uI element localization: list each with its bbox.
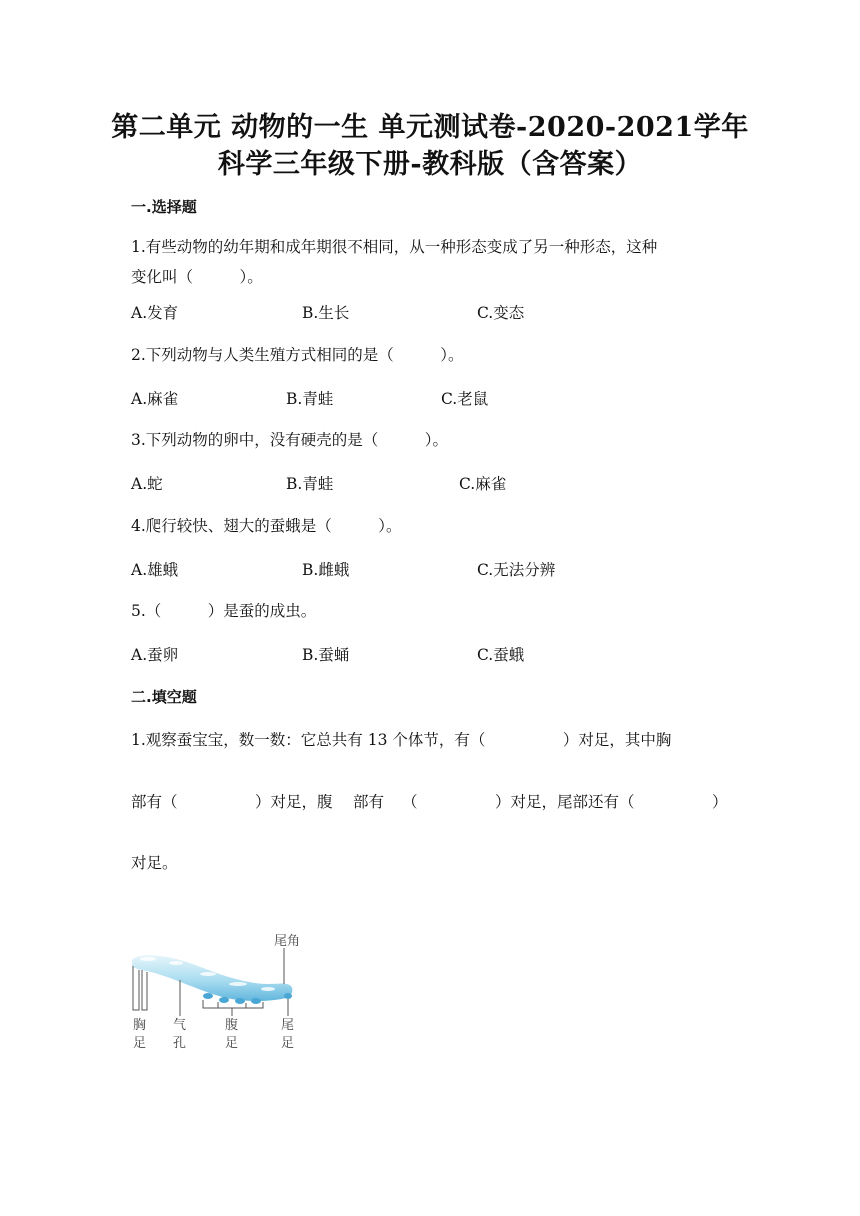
fill-question-1-line-2c: （ ）对足，尾部还有（ ） (402, 793, 728, 811)
question-3 (131, 425, 448, 455)
option-c: C.老鼠 (441, 390, 489, 408)
option-a: A.蛇 (131, 475, 163, 493)
fill-question-1-line-2a: 部有（ ）对足，腹 (131, 793, 333, 811)
question-5-options (131, 643, 731, 665)
label-prolegs-1: 腹 (225, 1018, 239, 1033)
question-2-line-1: 2.下列动物与人类生殖方式相同的是（ ）。 (131, 346, 464, 364)
label-prolegs-2: 足 (225, 1036, 239, 1051)
section-heading-choice: 一.选择题 (131, 198, 197, 216)
silkworm-body (132, 955, 292, 1001)
silkworm-diagram (128, 926, 308, 1056)
option-a: A.发育 (131, 304, 179, 322)
question-4-options (131, 558, 731, 580)
fill-question-1-line-3: 对足。 (131, 854, 178, 872)
question-1-line-2: 变化叫（ ）。 (131, 268, 263, 286)
label-thoracic-legs-2: 足 (133, 1036, 147, 1051)
option-c: C.变态 (477, 304, 525, 322)
question-2 (131, 340, 464, 370)
option-c: C.麻雀 (459, 475, 507, 493)
label-tail-legs-2: 足 (281, 1036, 295, 1051)
option-c: C.无法分辨 (477, 561, 556, 579)
label-tail-legs-1: 尾 (281, 1018, 295, 1033)
option-c: C.蚕蛾 (477, 646, 525, 664)
label-spiracle-1: 气 (173, 1018, 187, 1033)
label-thoracic-legs-1: 胸 (133, 1018, 147, 1033)
fill-question-1-line-2b: 部有 (353, 793, 385, 811)
question-4-line-1: 4.爬行较快、翅大的蚕蛾是（ ）。 (131, 517, 402, 535)
question-4 (131, 511, 402, 541)
option-a: A.蚕卵 (131, 646, 179, 664)
option-a: A.雄蛾 (131, 561, 179, 579)
option-b: B.蚕蛹 (302, 646, 350, 664)
section-heading-fill: 二.填空题 (131, 688, 197, 706)
title-line-1: 第二单元 动物的一生 单元测试卷-2020-2021学年 (111, 112, 749, 143)
question-2-options (131, 387, 731, 409)
option-b: B.雌蛾 (302, 561, 350, 579)
option-b: B.青蛙 (286, 475, 334, 493)
label-tail-horn: 尾角 (274, 934, 301, 949)
question-1-line-1: 1.有些动物的幼年期和成年期很不相同，从一种形态变成了另一种形态，这种 (131, 238, 658, 256)
option-a: A.麻雀 (131, 390, 179, 408)
question-1 (131, 232, 657, 292)
title-line-2: 科学三年级下册-教科版（含答案） (217, 149, 643, 180)
question-3-line-1: 3.下列动物的卵中，没有硬壳的是（ ）。 (131, 431, 449, 449)
option-b: B.青蛙 (286, 390, 334, 408)
question-5-line-1: 5.（ ）是蚕的成虫。 (131, 602, 317, 620)
question-3-options (131, 472, 731, 494)
question-1-options (131, 301, 731, 323)
question-5 (131, 596, 316, 626)
fill-question-1-line-1: 1.观察蚕宝宝，数一数：它总共有 13 个体节，有（ ）对足，其中胸 (131, 731, 672, 749)
option-b: B.生长 (302, 304, 350, 322)
label-spiracle-2: 孔 (173, 1036, 187, 1051)
